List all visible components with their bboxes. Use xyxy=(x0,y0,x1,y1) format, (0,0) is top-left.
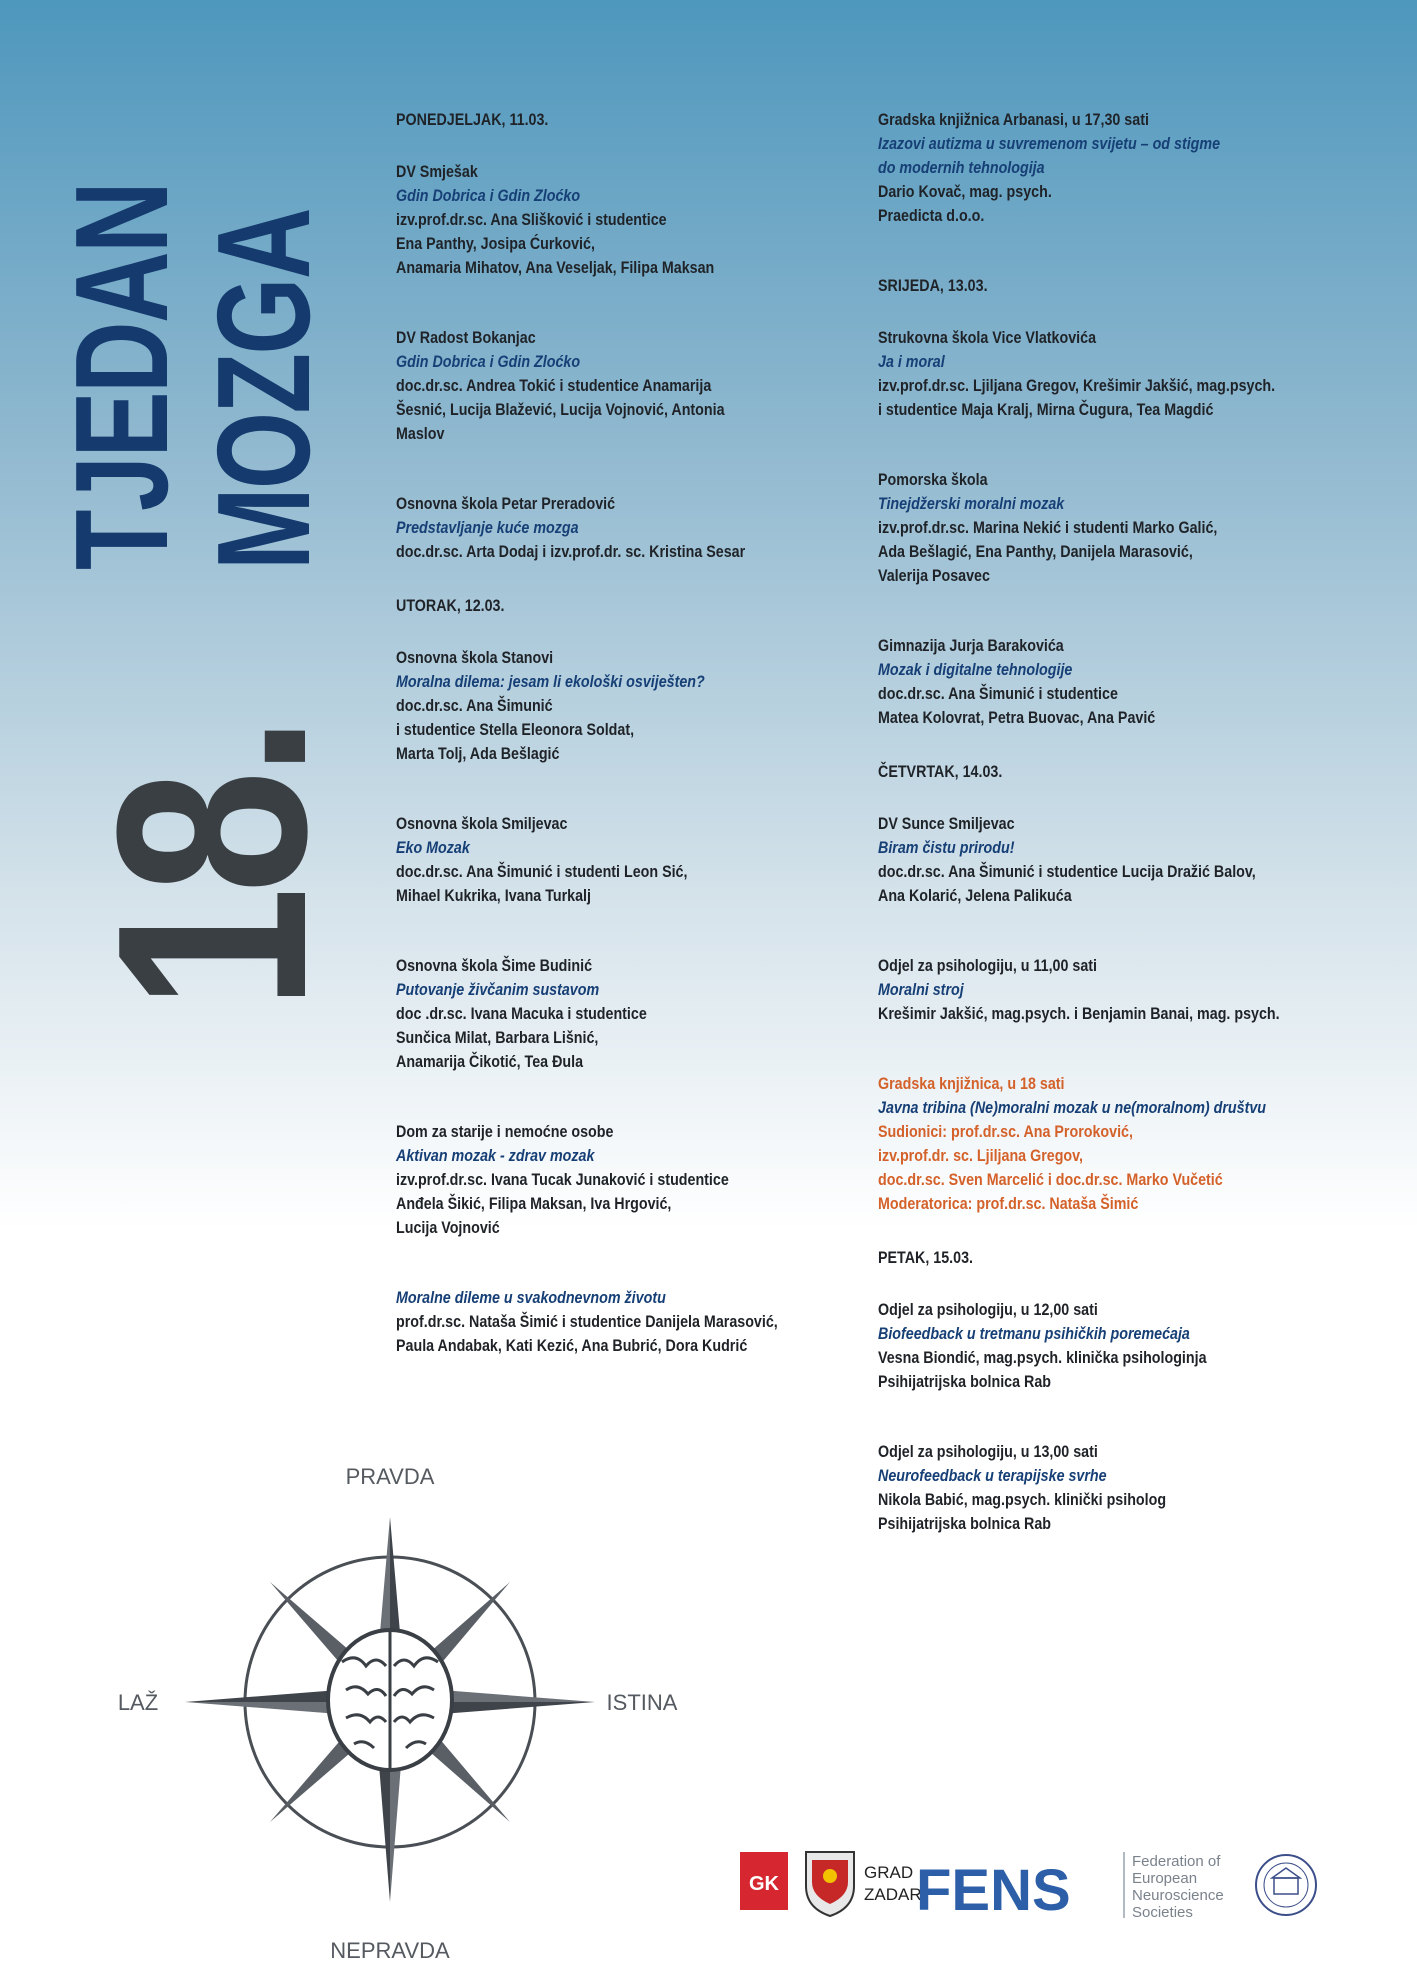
event-title: Moralni stroj xyxy=(878,980,964,999)
event-venue: Odjel za psihologiju, u 12,00 sati xyxy=(878,1300,1098,1319)
event-title: Aktivan mozak - zdrav mozak xyxy=(396,1146,595,1165)
event-title: Gdin Dobrica i Gdin Zloćko xyxy=(396,352,581,371)
event-title: Javna tribina (Ne)moralni mozak u ne(moralnom) društvu xyxy=(878,1098,1267,1117)
brain-compass-graphic xyxy=(110,1462,710,1962)
university-seal-icon xyxy=(1256,1855,1316,1915)
event-people: Dario Kovač, mag. psych. xyxy=(878,182,1052,201)
gradska-knjiznica-logo xyxy=(740,1852,788,1910)
brain-icon xyxy=(328,1630,452,1770)
event-venue: Strukovna škola Vice Vlatkovića xyxy=(878,328,1097,347)
event-block xyxy=(878,634,1290,730)
event-people: Psihijatrijska bolnica Rab xyxy=(878,1372,1052,1391)
event-venue: Odjel za psihologiju, u 13,00 sati xyxy=(878,1442,1098,1461)
event-block xyxy=(396,326,782,446)
event-venue: DV Sunce Smiljevac xyxy=(878,814,1015,833)
event-title: Izazovi autizma u suvremenom svijetu – od stigme xyxy=(878,134,1221,153)
event-title: Tinejdžerski moralni mozak xyxy=(878,494,1065,513)
event-venue: Osnovna škola Šime Budinić xyxy=(396,956,593,975)
fens-logo-text: FENS xyxy=(916,1858,1071,1923)
event-people: doc.dr.sc. Ana Šimunić xyxy=(396,696,553,715)
event-block xyxy=(878,1072,1290,1216)
event-block xyxy=(396,954,782,1074)
compass-label-south: NEPRAVDA xyxy=(330,1938,450,1962)
event-people: Vesna Biondić, mag.psych. klinička psihologinja xyxy=(878,1348,1207,1367)
event-block xyxy=(878,326,1290,422)
fens-name-line1: Federation of xyxy=(1132,1853,1221,1870)
event-block xyxy=(396,812,782,908)
event-venue: Osnovna škola Smiljevac xyxy=(396,814,568,833)
event-people: Ada Bešlagić, Ena Panthy, Danijela Marasović, xyxy=(878,542,1193,561)
event-people: izv.prof.dr.sc. Ivana Tucak Junaković i studentice xyxy=(396,1170,729,1189)
event-people: Anamaria Mihatov, Ana Veseljak, Filipa Maksan xyxy=(396,258,715,277)
event-people: Matea Kolovrat, Petra Buovac, Ana Pavić xyxy=(878,708,1156,727)
event-people: Sudionici: prof.dr.sc. Ana Proroković, xyxy=(878,1122,1133,1141)
event-people: Anđela Šikić, Filipa Maksan, Iva Hrgović, xyxy=(396,1194,672,1213)
title-word-mozga: MOZGA xyxy=(190,209,337,570)
event-title: Mozak i digitalne tehnologije xyxy=(878,660,1073,679)
event-title: Moralne dileme u svakodnevnom životu xyxy=(396,1288,666,1307)
event-block xyxy=(878,108,1290,228)
title-number: 18. xyxy=(62,721,363,1010)
schedule-column-left xyxy=(396,108,782,1404)
grad-zadar-line2: ZADAR xyxy=(864,1885,922,1904)
event-people: doc .dr.sc. Ivana Macuka i studentice xyxy=(396,1004,647,1023)
compass-label-north: PRAVDA xyxy=(345,1464,435,1489)
compass-label-west: LAŽ xyxy=(117,1690,159,1715)
event-block xyxy=(396,1120,782,1240)
event-venue: DV Radost Bokanjac xyxy=(396,328,536,347)
event-people: Anamarija Čikotić, Tea Đula xyxy=(396,1052,584,1071)
event-title: Ja i moral xyxy=(878,352,945,371)
gk-logo-text: GK xyxy=(749,1873,779,1895)
event-people: Marta Tolj, Ada Bešlagić xyxy=(396,744,560,763)
event-people: Lucija Vojnović xyxy=(396,1218,500,1237)
event-people: i studentice Maja Kralj, Mirna Čugura, Tea Magdić xyxy=(878,400,1214,419)
event-people: doc.dr.sc. Arta Dodaj i izv.prof.dr. sc. Kristina Sesar xyxy=(396,542,746,561)
event-title: Eko Mozak xyxy=(396,838,470,857)
event-venue: Osnovna škola Petar Preradović xyxy=(396,494,616,513)
event-people: Paula Andabak, Kati Kezić, Ana Bubrić, Dora Kudrić xyxy=(396,1336,748,1355)
event-people: izv.prof.dr.sc. Ana Slišković i studentice xyxy=(396,210,667,229)
event-people: Ana Kolarić, Jelena Palikuća xyxy=(878,886,1072,905)
event-venue: Osnovna škola Stanovi xyxy=(396,648,554,667)
event-title: Putovanje živčanim sustavom xyxy=(396,980,600,999)
event-people: Psihijatrijska bolnica Rab xyxy=(878,1514,1052,1533)
event-venue: Dom za starije i nemoćne osobe xyxy=(396,1122,614,1141)
fens-name-line2: European xyxy=(1132,1870,1198,1887)
event-people: Maslov xyxy=(396,424,445,443)
event-people: Valerija Posavec xyxy=(878,566,990,585)
event-venue: Odjel za psihologiju, u 11,00 sati xyxy=(878,956,1098,975)
event-moderator: Moderatorica: prof.dr.sc. Nataša Šimić xyxy=(878,1194,1139,1213)
compass-label-east: ISTINA xyxy=(606,1690,678,1715)
event-title: Predstavljanje kuće mozga xyxy=(396,518,579,537)
event-people: doc.dr.sc. Ana Šimunić i studentice xyxy=(878,684,1118,703)
poster-title xyxy=(48,10,363,1010)
event-venue: DV Smješak xyxy=(396,162,478,181)
event-venue: Gimnazija Jurja Barakovića xyxy=(878,636,1064,655)
zadar-coat-of-arms-icon xyxy=(806,1852,854,1916)
event-people: doc.dr.sc. Andrea Tokić i studentice Anamarija xyxy=(396,376,712,395)
event-block xyxy=(878,1440,1290,1536)
event-people: doc.dr.sc. Sven Marcelić i doc.dr.sc. Marko Vučetić xyxy=(878,1170,1223,1189)
day-heading: PONEDJELJAK, 11.03. xyxy=(396,110,549,129)
event-block xyxy=(878,954,1290,1026)
event-people: doc.dr.sc. Ana Šimunić i studenti Leon Sić, xyxy=(396,862,688,881)
event-people: Ena Panthy, Josipa Ćurković, xyxy=(396,234,595,253)
fens-name-line3: Neuroscience xyxy=(1132,1887,1224,1904)
day-heading: UTORAK, 12.03. xyxy=(396,596,505,615)
event-people: Šesnić, Lucija Blažević, Lucija Vojnović, Antonia xyxy=(396,400,725,419)
event-title: Moralna dilema: jesam li ekološki osviješten? xyxy=(396,672,705,691)
event-people: izv.prof.dr.sc. Marina Nekić i studenti Marko Galić, xyxy=(878,518,1218,537)
fens-name-line4: Societies xyxy=(1132,1904,1193,1921)
event-people: Krešimir Jakšić, mag.psych. i Benjamin Banai, mag. psych. xyxy=(878,1004,1280,1023)
event-people: Sunčica Milat, Barbara Lišnić, xyxy=(396,1028,599,1047)
event-people: prof.dr.sc. Nataša Šimić i studentice Danijela Marasović, xyxy=(396,1312,778,1331)
event-title: Gdin Dobrica i Gdin Zloćko xyxy=(396,186,581,205)
event-venue: Gradska knjižnica, u 18 sati xyxy=(878,1074,1065,1093)
title-word-tjedan: TJEDAN xyxy=(48,182,195,570)
event-block xyxy=(878,812,1290,908)
schedule-column-right xyxy=(878,108,1290,1582)
event-people: Nikola Babić, mag.psych. klinički psiholog xyxy=(878,1490,1167,1509)
event-block xyxy=(396,492,782,564)
grad-zadar-line1: GRAD xyxy=(864,1863,914,1882)
event-venue: Pomorska škola xyxy=(878,470,988,489)
event-people: izv.prof.dr. sc. Ljiljana Gregov, xyxy=(878,1146,1083,1165)
event-people: izv.prof.dr.sc. Ljiljana Gregov, Krešimir Jakšić, mag.psych. xyxy=(878,376,1276,395)
event-people: Mihael Kukrika, Ivana Turkalj xyxy=(396,886,591,905)
event-block xyxy=(396,646,782,766)
event-block xyxy=(878,468,1290,588)
event-block xyxy=(396,160,782,280)
event-block xyxy=(396,1286,782,1358)
event-title: Biofeedback u tretmanu psihičkih poremećaja xyxy=(878,1324,1190,1343)
event-people: doc.dr.sc. Ana Šimunić i studentice Lucija Dražić Balov, xyxy=(878,862,1256,881)
event-block xyxy=(878,1298,1290,1394)
event-venue: Gradska knjižnica Arbanasi, u 17,30 sati xyxy=(878,110,1149,129)
event-title: Biram čistu prirodu! xyxy=(878,838,1015,857)
event-title: do modernih tehnologija xyxy=(878,158,1045,177)
event-people: i studentice Stella Eleonora Soldat, xyxy=(396,720,635,739)
day-heading: ČETVRTAK, 14.03. xyxy=(878,762,1003,781)
day-heading: SRIJEDA, 13.03. xyxy=(878,276,988,295)
event-title: Neurofeedback u terapijske svrhe xyxy=(878,1466,1107,1485)
day-heading: PETAK, 15.03. xyxy=(878,1248,973,1267)
event-people: Praedicta d.o.o. xyxy=(878,206,985,225)
sponsor-logos xyxy=(740,1840,1320,1930)
